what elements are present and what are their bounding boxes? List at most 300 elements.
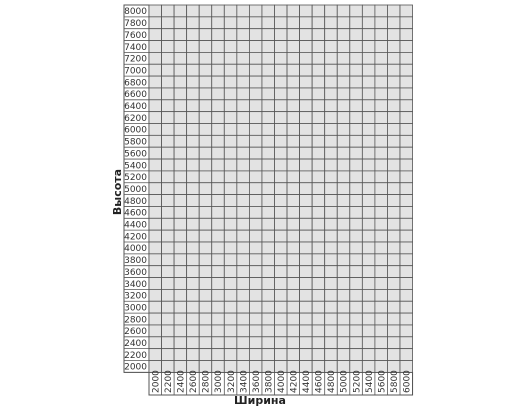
grid-cell <box>237 64 250 76</box>
grid-cell <box>387 124 400 136</box>
grid-cell <box>187 218 200 230</box>
grid-cell <box>287 171 300 183</box>
grid-cell <box>262 76 275 88</box>
grid-cell <box>312 313 325 325</box>
grid-cell <box>300 135 313 147</box>
x-axis-title: Ширина <box>234 394 286 407</box>
grid-cell <box>249 349 262 361</box>
x-tick-label: 2800 <box>201 370 212 393</box>
grid-cell <box>300 289 313 301</box>
grid-cell <box>287 124 300 136</box>
grid-cell <box>300 301 313 313</box>
grid-cell <box>249 230 262 242</box>
x-tick-label: 4800 <box>327 370 338 393</box>
grid-cell <box>350 100 363 112</box>
grid-cell <box>375 171 388 183</box>
grid-cell <box>237 183 250 195</box>
grid-cell <box>375 301 388 313</box>
grid-cell <box>387 195 400 207</box>
grid-cell <box>162 17 175 29</box>
grid-cell <box>174 135 187 147</box>
grid-cell <box>337 183 350 195</box>
grid-cell <box>199 41 212 53</box>
grid-cell <box>400 206 413 218</box>
grid-cell <box>162 52 175 64</box>
grid-cell <box>337 171 350 183</box>
grid-cell <box>262 5 275 17</box>
grid-cell <box>325 218 338 230</box>
grid-cell <box>300 29 313 41</box>
grid-cell <box>224 41 237 53</box>
grid-cell <box>212 230 225 242</box>
grid-cell <box>362 349 375 361</box>
grid-cell <box>312 218 325 230</box>
grid-cell <box>287 29 300 41</box>
grid-cell <box>300 171 313 183</box>
grid-cell <box>362 135 375 147</box>
grid-cell <box>375 64 388 76</box>
grid-cell <box>162 266 175 278</box>
grid-cell <box>212 29 225 41</box>
grid-cell <box>174 41 187 53</box>
grid-cell <box>199 349 212 361</box>
grid-cell <box>224 349 237 361</box>
grid-cell <box>362 64 375 76</box>
grid-cell <box>375 29 388 41</box>
grid-cell <box>149 52 162 64</box>
grid-cell <box>400 159 413 171</box>
grid-cell <box>312 41 325 53</box>
grid-cell <box>400 337 413 349</box>
grid-cell <box>199 266 212 278</box>
grid-cell <box>174 76 187 88</box>
grid-cell <box>325 5 338 17</box>
y-tick-label: 4200 <box>124 232 147 243</box>
grid-cell <box>212 254 225 266</box>
grid-cell <box>187 195 200 207</box>
grid-cell <box>262 254 275 266</box>
grid-cell <box>325 301 338 313</box>
grid-cell <box>362 29 375 41</box>
grid-cell <box>375 254 388 266</box>
grid-cell <box>287 313 300 325</box>
grid-cell <box>262 206 275 218</box>
grid-cell <box>300 124 313 136</box>
grid-cell <box>312 64 325 76</box>
grid-cell <box>400 254 413 266</box>
grid-cell <box>187 88 200 100</box>
grid-cell <box>375 124 388 136</box>
grid-cell <box>362 278 375 290</box>
grid-cell <box>400 183 413 195</box>
grid-cell <box>350 349 363 361</box>
grid-cell <box>362 147 375 159</box>
grid-cell <box>237 100 250 112</box>
grid-cell <box>224 88 237 100</box>
grid-cell <box>212 242 225 254</box>
grid-cell <box>187 230 200 242</box>
grid-cell <box>350 218 363 230</box>
grid-cell <box>275 41 288 53</box>
grid-cell <box>212 349 225 361</box>
grid-cell <box>224 230 237 242</box>
grid-cell <box>350 183 363 195</box>
grid-cell <box>400 242 413 254</box>
grid-cell <box>174 147 187 159</box>
grid-cell <box>300 254 313 266</box>
y-tick-label: 3200 <box>124 291 147 302</box>
grid-cell <box>362 88 375 100</box>
grid-cell <box>275 76 288 88</box>
grid-cell <box>287 100 300 112</box>
grid-cell <box>362 254 375 266</box>
grid-cell <box>400 171 413 183</box>
grid-cell <box>387 5 400 17</box>
y-tick-label: 4800 <box>124 196 147 207</box>
grid-cell <box>174 52 187 64</box>
grid-cell <box>212 278 225 290</box>
grid-cell <box>387 242 400 254</box>
grid-cell <box>162 337 175 349</box>
grid-cell <box>199 313 212 325</box>
grid-cell <box>237 135 250 147</box>
grid-cell <box>312 52 325 64</box>
grid-cell <box>387 52 400 64</box>
grid-cell <box>375 88 388 100</box>
grid-cell <box>162 88 175 100</box>
grid-cell <box>387 278 400 290</box>
grid-cell <box>387 206 400 218</box>
grid-cell <box>149 100 162 112</box>
grid-cell <box>300 112 313 124</box>
grid-cell <box>199 254 212 266</box>
grid-cell <box>149 218 162 230</box>
grid-cell <box>237 254 250 266</box>
grid-cell <box>362 5 375 17</box>
grid-cell <box>350 313 363 325</box>
grid-cell <box>249 147 262 159</box>
grid-cell <box>174 29 187 41</box>
grid-cell <box>149 183 162 195</box>
grid-cell <box>162 100 175 112</box>
grid-cell <box>237 206 250 218</box>
grid-cell <box>237 325 250 337</box>
grid-cell <box>337 313 350 325</box>
grid-cell <box>362 100 375 112</box>
grid-cell <box>149 88 162 100</box>
grid-cell <box>212 124 225 136</box>
grid-cell <box>174 325 187 337</box>
grid-cell <box>174 64 187 76</box>
grid-cell <box>174 206 187 218</box>
grid-cell <box>187 242 200 254</box>
grid-cell <box>199 218 212 230</box>
y-tick-label: 6200 <box>124 113 147 124</box>
y-tick-label: 7400 <box>124 42 147 53</box>
grid-cell <box>199 206 212 218</box>
grid-cell <box>262 183 275 195</box>
grid-cell <box>312 242 325 254</box>
grid-cell <box>325 206 338 218</box>
grid-cell <box>387 301 400 313</box>
grid-cell <box>149 171 162 183</box>
grid-cell <box>337 218 350 230</box>
grid-cell <box>337 159 350 171</box>
grid-cell <box>375 349 388 361</box>
grid-cell <box>174 337 187 349</box>
grid-cell <box>187 29 200 41</box>
grid-cell <box>187 100 200 112</box>
grid-cell <box>287 64 300 76</box>
grid-cell <box>249 29 262 41</box>
grid-cell <box>350 159 363 171</box>
grid-cell <box>187 41 200 53</box>
grid-cell <box>387 41 400 53</box>
grid-cell <box>162 29 175 41</box>
grid-cell <box>187 349 200 361</box>
grid-cell <box>387 289 400 301</box>
y-tick-label: 8000 <box>124 7 147 18</box>
grid-cell <box>249 325 262 337</box>
grid-cell <box>187 5 200 17</box>
grid-cell <box>325 278 338 290</box>
grid-cell <box>174 159 187 171</box>
grid-cell <box>312 183 325 195</box>
grid-cell <box>162 242 175 254</box>
grid-cell <box>174 5 187 17</box>
grid-cell <box>400 230 413 242</box>
grid-cell <box>350 278 363 290</box>
grid-cell <box>187 301 200 313</box>
grid-cell <box>312 266 325 278</box>
grid-cell <box>287 266 300 278</box>
grid-cell <box>337 17 350 29</box>
grid-cell <box>199 88 212 100</box>
grid-cell <box>387 159 400 171</box>
grid-cell <box>375 278 388 290</box>
grid-cell <box>224 52 237 64</box>
grid-cell <box>149 301 162 313</box>
grid-cell <box>237 242 250 254</box>
y-tick-label: 7600 <box>124 30 147 41</box>
grid-cell <box>249 254 262 266</box>
grid-cell <box>162 135 175 147</box>
grid-cell <box>362 159 375 171</box>
grid-cell <box>149 76 162 88</box>
grid-cell <box>312 254 325 266</box>
grid-cell <box>325 254 338 266</box>
grid-cell <box>262 278 275 290</box>
grid-cell <box>162 5 175 17</box>
grid-cell <box>312 278 325 290</box>
grid-cell <box>287 206 300 218</box>
grid-cell <box>287 337 300 349</box>
grid-cell <box>350 29 363 41</box>
grid-cell <box>275 218 288 230</box>
grid-cell <box>174 88 187 100</box>
grid-cell <box>249 266 262 278</box>
grid-cell <box>337 206 350 218</box>
grid-cell <box>187 124 200 136</box>
grid-cell <box>375 218 388 230</box>
grid-cell <box>337 278 350 290</box>
grid-cell <box>187 135 200 147</box>
grid-cell <box>350 135 363 147</box>
grid-cell <box>237 159 250 171</box>
grid-cell <box>312 195 325 207</box>
grid-cell <box>174 230 187 242</box>
grid-cell <box>149 349 162 361</box>
grid-cell <box>149 254 162 266</box>
x-tick-label: 4200 <box>289 370 300 393</box>
grid-cell <box>262 100 275 112</box>
grid-cell <box>249 135 262 147</box>
grid-cell <box>287 289 300 301</box>
grid-cell <box>275 159 288 171</box>
grid-cell <box>275 195 288 207</box>
grid-cell <box>149 289 162 301</box>
grid-cell <box>199 135 212 147</box>
grid-cell <box>162 183 175 195</box>
grid-cell <box>149 242 162 254</box>
grid-cell <box>312 147 325 159</box>
grid-cell <box>224 183 237 195</box>
grid-cell <box>275 278 288 290</box>
grid-cell <box>174 17 187 29</box>
grid-cell <box>187 52 200 64</box>
grid-cell <box>262 41 275 53</box>
y-tick-label: 5600 <box>124 149 147 160</box>
grid-cell <box>287 147 300 159</box>
grid-cell <box>287 5 300 17</box>
grid-cell <box>325 313 338 325</box>
grid-cell <box>249 289 262 301</box>
grid-cell <box>337 325 350 337</box>
y-tick-label: 3600 <box>124 267 147 278</box>
grid-cell <box>300 349 313 361</box>
grid-cell <box>249 159 262 171</box>
grid-cell <box>249 195 262 207</box>
grid-cell <box>187 254 200 266</box>
x-tick-label: 5800 <box>389 370 400 393</box>
grid-cell <box>350 230 363 242</box>
grid-cell <box>212 313 225 325</box>
grid-cell <box>187 183 200 195</box>
grid-cell <box>400 301 413 313</box>
grid-cell <box>337 349 350 361</box>
grid-cell <box>287 52 300 64</box>
grid-cell <box>362 313 375 325</box>
grid-cell <box>262 135 275 147</box>
grid-cell <box>212 301 225 313</box>
grid-cell <box>400 41 413 53</box>
grid-cell <box>199 171 212 183</box>
grid-cell <box>174 349 187 361</box>
grid-cell <box>199 147 212 159</box>
grid-cell <box>162 230 175 242</box>
grid-cell <box>149 159 162 171</box>
grid-cell <box>224 289 237 301</box>
grid-cell <box>350 254 363 266</box>
grid-cell <box>212 135 225 147</box>
grid-cell <box>337 266 350 278</box>
grid-cell <box>187 17 200 29</box>
grid-cell <box>337 301 350 313</box>
grid-cell <box>249 5 262 17</box>
grid-cell <box>287 254 300 266</box>
grid-cell <box>325 325 338 337</box>
y-tick-label: 3400 <box>124 279 147 290</box>
y-tick-label: 4400 <box>124 220 147 231</box>
grid-cell <box>249 206 262 218</box>
grid-cell <box>174 218 187 230</box>
grid-cell <box>387 29 400 41</box>
grid-cell <box>400 76 413 88</box>
grid-cell <box>149 230 162 242</box>
grid-cell <box>337 88 350 100</box>
grid-cell <box>174 266 187 278</box>
grid-cell <box>249 41 262 53</box>
grid-cell <box>224 313 237 325</box>
grid-cell <box>224 159 237 171</box>
grid-cell <box>262 52 275 64</box>
grid-cell <box>199 52 212 64</box>
grid-cell <box>162 349 175 361</box>
grid-cell <box>162 218 175 230</box>
x-tick-label: 5600 <box>377 370 388 393</box>
grid-cell <box>387 337 400 349</box>
grid-cell <box>287 17 300 29</box>
grid-cell <box>300 147 313 159</box>
grid-cell <box>249 242 262 254</box>
grid-cell <box>224 64 237 76</box>
grid-cell <box>387 76 400 88</box>
grid-cell <box>400 289 413 301</box>
grid-cell <box>350 88 363 100</box>
grid-cell <box>400 313 413 325</box>
grid-cell <box>275 230 288 242</box>
grid-cell <box>212 76 225 88</box>
grid-cell <box>187 171 200 183</box>
grid-cell <box>199 337 212 349</box>
grid-cell <box>350 171 363 183</box>
grid-cell <box>249 301 262 313</box>
grid-cell <box>262 230 275 242</box>
grid-cell <box>275 135 288 147</box>
grid-cell <box>375 325 388 337</box>
grid-cell <box>174 112 187 124</box>
grid-cell <box>224 147 237 159</box>
grid-cell <box>262 337 275 349</box>
grid-cell <box>199 112 212 124</box>
y-tick-label: 3000 <box>124 303 147 314</box>
grid-cell <box>174 195 187 207</box>
grid-cell <box>174 100 187 112</box>
grid-cell <box>300 230 313 242</box>
grid-cell <box>400 88 413 100</box>
grid-cell <box>262 171 275 183</box>
grid-cell <box>262 17 275 29</box>
grid-cell <box>262 325 275 337</box>
grid-cell <box>312 325 325 337</box>
grid-cell <box>249 218 262 230</box>
grid-cell <box>199 76 212 88</box>
grid-cell <box>325 135 338 147</box>
grid-cell <box>325 112 338 124</box>
grid-cell <box>162 41 175 53</box>
grid-cell <box>375 5 388 17</box>
grid-cell <box>262 159 275 171</box>
